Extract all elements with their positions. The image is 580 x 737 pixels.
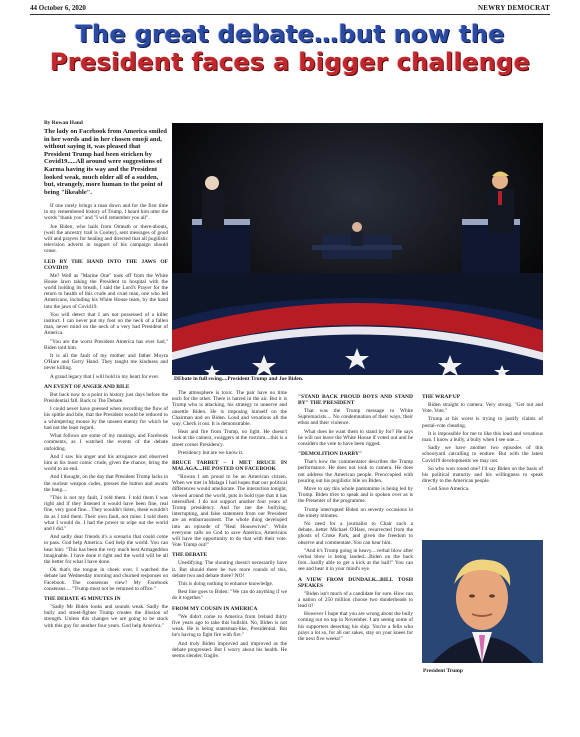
subhead: AN EVENT OF ANGER AND BILE xyxy=(44,383,130,390)
paragraph: "We didn't come to America from Ireland thirty five years ago to take this bullshit. No, Biden is not weak. He is being statesman-like, Presidential. But he's having to fight fire with fire." xyxy=(172,613,287,639)
headline-line-1: The great debate…but now the xyxy=(75,20,505,48)
paragraph: "Biden isn't much of a candidate for sure. How can a nation of 250 million choose two dunderheads to lead it? xyxy=(298,590,413,610)
subhead: THE DEBATE 45 MINUTES IN xyxy=(44,595,121,602)
paragraph: "Rowan I am proud to be an American citizen. When we met in Malaga I had hopes that our political differences would ameliorate. The interaction tonight, viewed around the world, puts in bold type that it has intensified. I do not support another four years of Trump presidency. And for me the bullying, interrupting, and false statement from our President are an embarrassment. The whole thing developed into an episode of "Real Housewives". While everyone calls on God to save America, Americans will have the opportunity to do that with their vote. Vote Trump out!" xyxy=(172,474,287,549)
paragraph: That was the Trump message to White Supremacists.... No condemnation of their ways, their ethos and their violence. xyxy=(298,408,413,427)
paper-name: NEWRY DEMOCRAT xyxy=(478,4,550,12)
paragraph: And truly Biden improved and improved as the debate progressed. But I worry about his health. He seems slender, fragile. xyxy=(172,640,287,659)
subhead: THE DEBATE xyxy=(172,552,208,559)
paragraph: What does he want them to stand by for? He says he will not leave the White House if voted out and he considers the vote to have been rigged. xyxy=(298,428,413,448)
paragraph: If one rarely brings a man down and for the first time in my remembered history of Trump, I heard him utter the words "thank you" and "I will remember you all". xyxy=(44,203,168,222)
article-column-4 xyxy=(422,390,543,538)
paragraph: "Sadly Mr Biden looks and sounds weak. Sadly the bully and street-fighter Trump creates the illusion of strength. Unless this changes we are going to be stuck with this guy for another four years. God help America." xyxy=(44,603,168,629)
paragraph: I could never have guessed when recording the flow of his spittle and bile, that the President would be reduced to a whimpering mouse by the unseen enemy for which he had not the least regard. xyxy=(44,406,168,431)
subhead: LED BY THE HAND INTO THE JAWS OF COVID19 xyxy=(44,258,168,271)
subhead: "STAND BACK PROUD BOYS AND STAND BY" THE PRESIDENT xyxy=(298,394,413,406)
paragraph: "You are the worst President America has ever had," Biden told him. xyxy=(44,338,168,351)
paragraph: "This is not my fault, I told them. I told them I was right and if they listened it would have been fine, real fine, very good fine... They wouldn't listen, these wouldn't do as I told them. Their own fault, not mine. I told them what I would do. I had the power to wipe out the world and I did." xyxy=(44,494,168,532)
header-rule xyxy=(30,14,550,15)
subhead: THE WRAP UP xyxy=(422,394,461,400)
subhead: BRUCE TARBET – I MET BRUCE IN MALAGA....HE POSTED ON FACEBOOK xyxy=(172,460,287,473)
paragraph: Best line goes to Biden: "We can do anything if we do it together." xyxy=(172,589,287,602)
paragraph: It is impossible for me to like this loud and vexatious man. I know a bully, a bully when I see one.... xyxy=(422,430,543,444)
article-column-1 xyxy=(44,203,168,733)
paragraph: You will detect that I am not possessed of a killer instinct. I can never put my foot on the neck of a fallen man, never mind on the neck of a very bad President of America. xyxy=(44,311,168,337)
paragraph: So who won round one? I'd say Biden on the basis of his political maturity and his willingness to speak directly to the American people. xyxy=(422,465,543,485)
paragraph: However I hope that you are wrong about the bully coming out on top in November. I am seeing some of his supporters deserting his ship. You're a fella who prays a lot so, for all our sakes, stay on your knees for the next five weeks!" xyxy=(298,611,413,643)
paragraph: And I thought, on the day that President Trump lacks in the nuclear weapon codes, presses the button and awaits the bang.... xyxy=(44,474,168,493)
paragraph: "And it's Trump going in heavy....verbal blow after verbal blow is being landed....Biden on the back foot...hardly able to get a kick at the ball!" You can see and hear it in your mind's eye. xyxy=(298,547,413,573)
headline-line-2: President faces a bigger challenge xyxy=(49,48,531,76)
paragraph: Trump interrupted Biden on seventy occasions in the ninety minutes. xyxy=(298,506,413,519)
portrait-caption: President Trump xyxy=(423,668,463,674)
article-column-2 xyxy=(172,390,287,730)
subhead: FROM MY COUSIN IN AMERICA xyxy=(172,605,258,612)
paragraph: Ok that's the tongue in cheek over. I watched the debate last Wednesday morning and churned responses on Facebook. The consensus view? My Facebook consensus.... "Trump must not be returned to office." xyxy=(44,567,168,592)
portrait-illustration xyxy=(422,540,543,663)
headline xyxy=(34,20,546,76)
paragraph: No need for a journalist to Chair such a debate...better Michael O'Hare, resurrected from the ghosts of Croke Park, and given the freedom to observe and commentate. You can hear him. xyxy=(298,521,413,546)
debate-photo xyxy=(172,123,543,375)
page-header xyxy=(0,0,580,18)
paragraph: But back now to a point in history just days before the Presidential fall. Back to The Debate. xyxy=(44,391,168,405)
paragraph: Joe Biden, who hails from Omeath or there-abouts, (well the ancestry trail is Cooley), sent messages of good will and prayers for healing and directed that all pugilistic television adverts in support of his campaign should cease. xyxy=(44,223,168,255)
paragraph: The atmosphere is toxic. The pair have no time each for the other. There is hatred in the air. But it is Trump who is attacking, his strategy to unnerve and unsettle Biden. He is imposing himself on the Chairman and on Biden. Loud and vexatious all the way. Check it out. It is demonstrable. xyxy=(172,390,287,428)
article-column-3 xyxy=(298,390,413,730)
paragraph: Presidency but are we know it. xyxy=(178,449,244,456)
debate-stage-illustration xyxy=(172,123,543,375)
subhead: "DEMOLITION DARBY" xyxy=(298,451,363,458)
paragraph: Sadly we have another two episodes of this schoolyard catcalling to endure. But with the latest Covid19 developments we may not. xyxy=(422,445,543,464)
paragraph: And sadly dear friends it's a scenario that could come to pass. God help America. God help the world. You can hear him: "This has been the very much best Armageddon imaginable. I have done it right and the world will be all the better for what I have done. xyxy=(44,534,168,565)
paragraph: Heat and fire from Trump, no light. He doesn't look at the camera, swaggers at the rostrum....this is a street corner Presidency. xyxy=(172,429,287,448)
paragraph: That's how the commentator describes the Trump performance. He does not look to camera. He does not address the American people. Preoccupied with pouring out his pugilistic bile on Biden. xyxy=(298,459,413,484)
photo-caption: DEbate in full swing....President Trump and Joe Biden. xyxy=(174,376,304,382)
paragraph: This is doing nothing to enhance knowledge. xyxy=(178,581,274,588)
paragraph: Trump at his worst is trying to justify claims of postal-vote cheating. xyxy=(422,416,543,429)
paragraph: And I saw his anger and his arrogance and observed him at his most comic crude, given the chance, bring the world to an end. xyxy=(44,453,168,473)
page-date: 44 October 6, 2020 xyxy=(30,4,86,12)
subhead: A VIEW FROM DUNDALK...BILL TOSH SPEAKES xyxy=(298,576,413,589)
paragraph: Move to say this whole pantomime is being led by Trump. Biden tries to speak and is spoken over as is the Presenter of the programme. xyxy=(298,486,413,505)
paragraph: Unedifying. The shouting doesn't necessarily have it. But should there be two more rounds of this, debate two and debate three? NO! xyxy=(172,560,287,579)
paragraph: It is all the fault of my mother and father Moyra O'Hare and Gerry Hand. They taught me kindness and never killing. xyxy=(44,353,168,372)
trump-portrait xyxy=(422,540,543,663)
paragraph: What follows are some of my musings, and Facebook comments, as I watched the events of the debate unfolding. xyxy=(44,433,168,452)
byline: By Rowan Hand xyxy=(44,120,83,126)
paragraph: Biden straight to camera. Very strong. "Get out and Vote. Vote." xyxy=(422,402,543,415)
intro-paragraph: The lady on Facebook from America smiled in her words and in her chosen emoji and, without saying it, was pleased that President Trump had been stricken by Covid19.....All around were suggestions of Karma having its way and the President looked weak, much older all of a sudden, but, strangely, more human to the point of being "likeable". xyxy=(44,128,167,196)
paragraph: Me? Well as "Marine One" took off from the White House lawn taking the President to hospital with the world holding its breath, I said the Lord's Prayer for the return to health of this crude and cruel man, one who led Americans, including his White House team, by the hand into the jaws of Covid19. xyxy=(44,272,168,310)
paragraph: God Save America. xyxy=(428,486,470,493)
paragraph: A grand legacy that I will hold in my heart for ever. xyxy=(50,373,160,380)
